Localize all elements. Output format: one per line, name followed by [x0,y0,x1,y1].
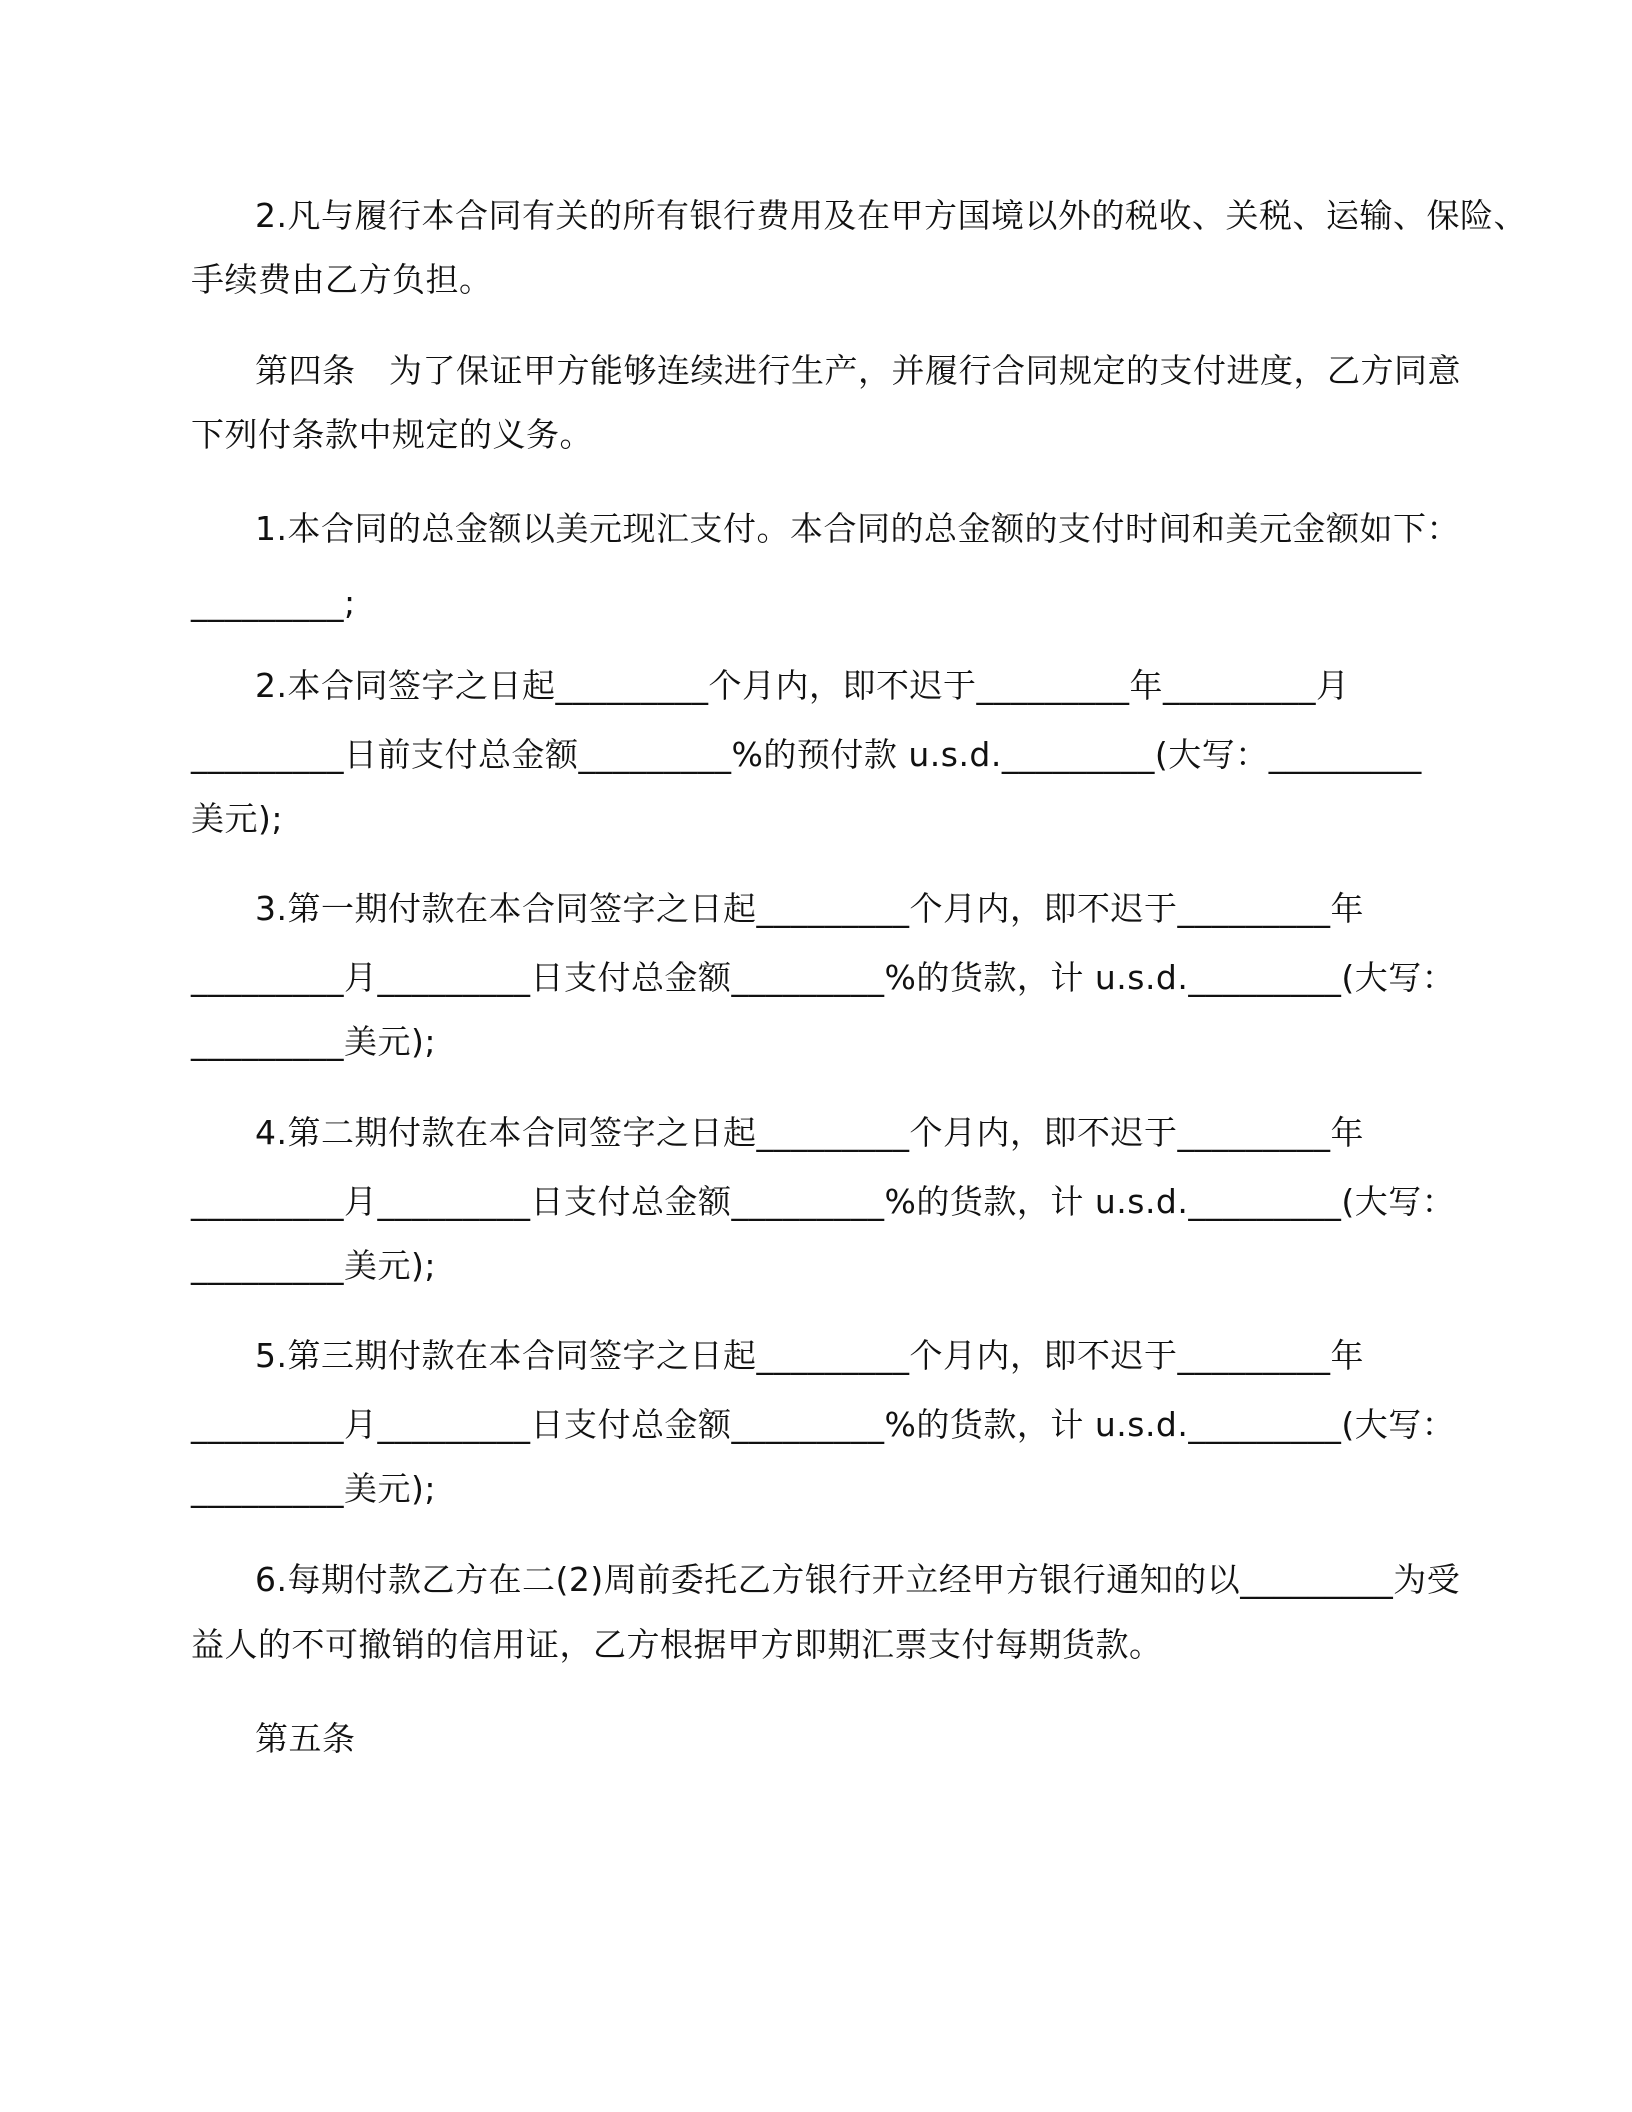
paragraph-line: 2.本合同签字之日起_________个月内，即不迟于_________年_________月 [255,666,1350,705]
paragraph-line: _________日前支付总金额_________%的预付款 u.s.d._________(大写：_________ [191,735,1422,774]
paragraph-line: _________月_________日支付总金额_________%的货款，计 u.s.d._________(大写： [191,1405,1456,1444]
paragraph-line: _________美元); [191,1469,436,1508]
paragraph-line: 5.第三期付款在本合同签字之日起_________个月内，即不迟于_________年 [255,1336,1364,1375]
paragraph-line: _________美元); [191,1022,436,1061]
article-heading-line: 第四条 为了保证甲方能够连续进行生产，并履行合同规定的支付进度，乙方同意 [255,351,1461,390]
paragraph-line: _________月_________日支付总金额_________%的货款，计 u.s.d._________(大写： [191,958,1456,997]
paragraph-line: 2.凡与履行本合同有关的所有银行费用及在甲方国境以外的税收、关税、运输、保险、 [255,196,1527,235]
paragraph-line: 美元); [191,799,283,838]
paragraph-line: _________美元); [191,1246,436,1285]
paragraph-line: 1.本合同的总金额以美元现汇支付。本合同的总金额的支付时间和美元金额如下： [255,509,1460,548]
paragraph-line: 手续费由乙方负担。 [191,260,493,299]
blank-fill-line: _________; [191,583,356,622]
paragraph-line: _________月_________日支付总金额_________%的货款，计 u.s.d._________(大写： [191,1182,1456,1221]
article-heading-line: 第五条 [255,1719,356,1758]
paragraph-line: 下列付条款中规定的义务。 [191,415,593,454]
paragraph-line: 4.第二期付款在本合同签字之日起_________个月内，即不迟于_________年 [255,1113,1364,1152]
paragraph-line: 6.每期付款乙方在二(2)周前委托乙方银行开立经甲方银行通知的以_________为受 [255,1560,1461,1599]
paragraph-line: 3.第一期付款在本合同签字之日起_________个月内，即不迟于_________年 [255,889,1364,928]
paragraph-line: 益人的不可撤销的信用证，乙方根据甲方即期汇票支付每期货款。 [191,1625,1163,1664]
